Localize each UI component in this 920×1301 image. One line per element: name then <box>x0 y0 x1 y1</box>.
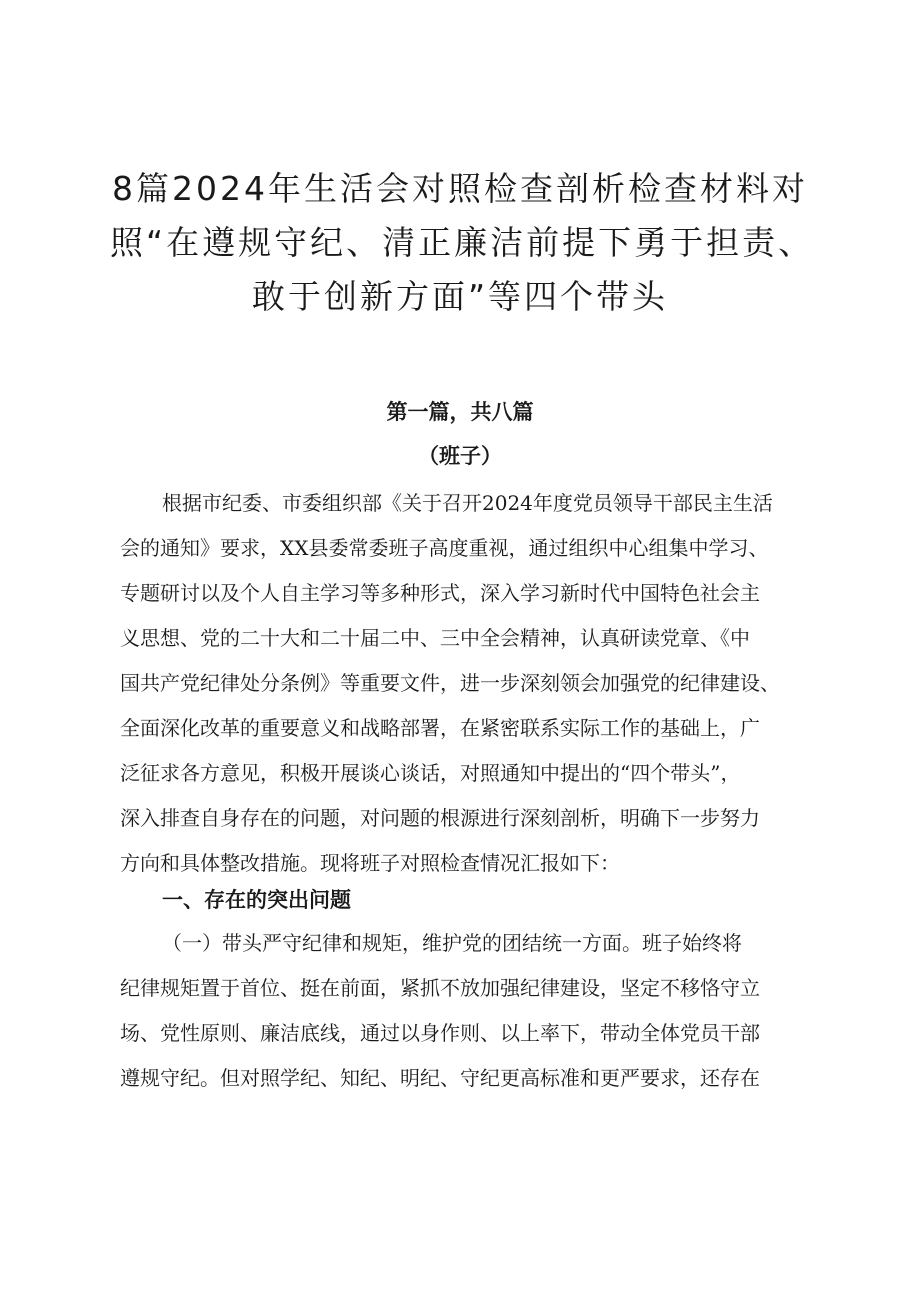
paragraph-line: 场、党性原则、廉洁底线，通过以身作则、以上率下，带动全体党员干部 <box>120 1021 760 1045</box>
paragraph-line: 方向和具体整改措施。现将班子对照检查情况汇报如下： <box>120 851 620 875</box>
paragraph-line: 纪律规矩置于首位、挺在前面，紧抓不放加强纪律建设，坚定不移恪守立 <box>120 976 760 1000</box>
title-line-3: 敢于创新方面”等四个带头 <box>251 277 669 316</box>
paragraph-line: 专题研讨以及个人自主学习等多种形式，深入学习新时代中国特色社会主 <box>120 581 760 605</box>
paragraph-line: 泛征求各方意见，积极开展谈心谈话，对照通知中提出的“四个带头”， <box>120 761 741 785</box>
title-line-2: 照“在遵规守纪、清正廉洁前提下勇于担责、 <box>110 223 815 262</box>
title-line-1: 8篇2024年生活会对照检查剖析检查材料对 <box>112 169 808 208</box>
paragraph-line: 国共产党纪律处分条例》等重要文件，进一步深刻领会加强党的纪律建设、 <box>120 671 780 695</box>
paragraph-line: 深入排查自身存在的问题，对问题的根源进行深刻剖析，明确下一步努力 <box>120 806 760 830</box>
paragraph-line: 根据市纪委、市委组织部《关于召开2024年度党员领导干部民主生活 <box>162 491 773 515</box>
paragraph-line: 会的通知》要求，XX县委常委班子高度重视，通过组织中心组集中学习、 <box>120 536 769 560</box>
paragraph-line: 遵规守纪。但对照学纪、知纪、明纪、守纪更高标准和更严要求，还存在 <box>120 1066 760 1090</box>
document-title <box>110 162 815 324</box>
item-1-paragraph <box>120 921 814 1101</box>
intro-paragraph <box>120 481 814 886</box>
section-heading-problems: 一、存在的突出问题 <box>162 888 351 912</box>
paragraph-line: 全面深化改革的重要意义和战略部署，在紧密联系实际工作的基础上，广 <box>120 716 760 740</box>
subject-heading: （班子） <box>418 444 502 468</box>
paragraph-line: 义思想、党的二十大和二十届二中、三中全会精神，认真研读党章、《中 <box>120 626 750 650</box>
paragraph-line: （一）带头严守纪律和规矩，维护党的团结统一方面。班子始终将 <box>162 931 742 955</box>
part-heading: 第一篇，共八篇 <box>386 400 534 424</box>
